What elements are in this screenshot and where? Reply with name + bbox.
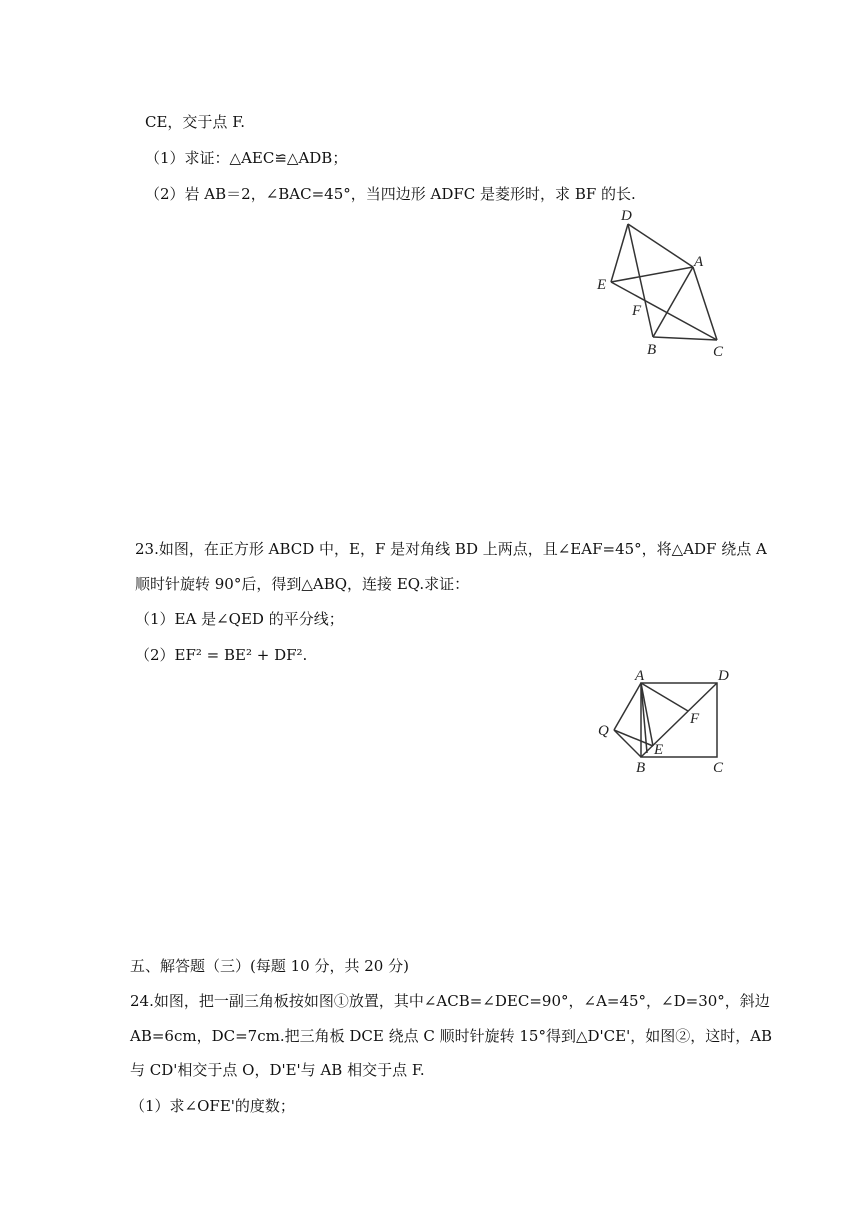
label-F: F (632, 303, 642, 319)
label-D: D (621, 208, 632, 224)
p24-line-3: 与 CD'相交于点 O，D'E'与 AB 相交于点 F. (130, 1061, 425, 1079)
label-C: C (713, 344, 724, 360)
label-Q: Q (598, 723, 609, 739)
p22-part-2: （2）岩 AB＝2，∠BAC=45°，当四边形 ADFC 是菱形时，求 BF 的长. (145, 185, 636, 203)
label-C: C (713, 760, 724, 776)
figure-23 (592, 665, 737, 780)
p24-part-1: （1）求∠OFE'的度数； (130, 1097, 295, 1115)
label-B: B (647, 342, 657, 358)
p24-line-2: AB=6cm，DC=7cm.把三角板 DCE 绕点 C 顺时针旋转 15°得到△D'CE'，如图②，这时，AB (130, 1027, 773, 1045)
p22-line-1: CE，交于点 F. (145, 113, 246, 131)
p22-part-1: （1）求证：△AEC≌△ADB； (145, 149, 348, 167)
label-A: A (635, 668, 645, 684)
label-E: E (597, 277, 607, 293)
figure-22 (590, 204, 735, 364)
p23-part-1: （1）EA 是∠QED 的平分线； (135, 610, 344, 628)
section-5-heading: 五、解答题（三）(每题 10 分，共 20 分) (130, 957, 409, 975)
label-F: F (690, 711, 700, 727)
label-A: A (694, 254, 704, 270)
label-B: B (636, 760, 646, 776)
label-E: E (654, 742, 664, 758)
p23-line-1: 23.如图，在正方形 ABCD 中，E，F 是对角线 BD 上两点，且∠EAF=45°，将△ADF 绕点 A (135, 540, 767, 558)
label-D: D (718, 668, 729, 684)
p24-line-1: 24.如图，把一副三角板按如图①放置，其中∠ACB=∠DEC=90°，∠A=45°，∠D=30°，斜边 (130, 992, 770, 1010)
p23-line-2: 顺时针旋转 90°后，得到△ABQ，连接 EQ.求证： (135, 575, 470, 593)
p23-part-2: （2）EF² = BE² + DF². (135, 646, 308, 664)
